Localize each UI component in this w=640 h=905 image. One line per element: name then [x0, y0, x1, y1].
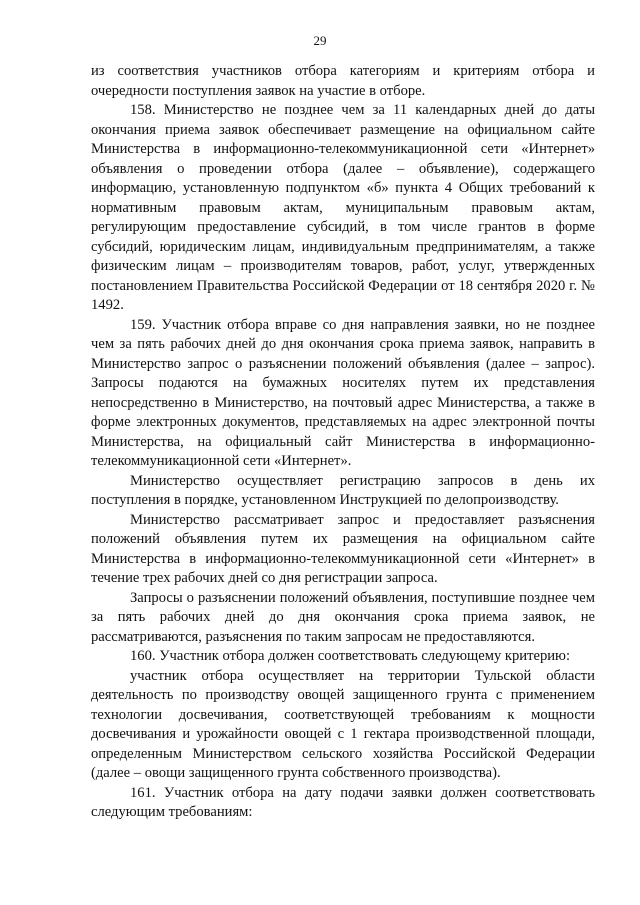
paragraph-159: 159. Участник отбора вправе со дня направления заявки, но не позднее чем за пять рабочих дней до дня окончания срока приема заявок, направить в Министерство запрос о разъяснении положений объявления (далее – запрос). Запросы подаются на бумажных носителях путем их представления непосредственно в Министерство, на почтовый адрес Министерства, а также в форме электронных документов, представляемых на адрес электронной почты Министерства, на официальный сайт Министерства в информационно-телекоммуникационной сети «Интернет».: [91, 316, 595, 469]
paragraph-160: 160. Участник отбора должен соответствовать следующему критерию:: [130, 648, 571, 664]
paragraph-158: 158. Министерство не позднее чем за 11 календарных дней до даты окончания приема заявок обеспечивает размещение на официальном сайте Министерства в информационно-телекоммуникационной сети «Интернет» объявления о проведении отбора (далее – объявление), содержащего информацию, установленную подпунктом «б» пункта 4 Общих требований к нормативным правовым актам, муниципальным правовым актам, регулирующим предоставление субсидий, в том числе грантов в форме субсидий, юридическим лицам, индивидуальным предпринимателям, а также физическим лицам – производителям товаров, работ, услуг, утвержденных постановлением Правительства Российской Федерации от 18 сентября 2020 г. № 1492.: [91, 102, 595, 313]
paragraph-late-requests: Запросы о разъяснении положений объявления, поступившие позднее чем за пять рабочих дней до дня окончания срока приема заявок, не рассматриваются, разъяснения по таким запросам не предоставляются.: [91, 589, 595, 645]
paragraph-continuation: из соответствия участников отбора категориям и критериям отбора и очередности поступления заявок на участие в отборе.: [91, 63, 595, 99]
paragraph-registration: Министерство осуществляет регистрацию запросов в день их поступления в порядке, установленном Инструкцией по делопроизводству.: [91, 472, 595, 508]
paragraph-criterion: участник отбора осуществляет на территории Тульской области деятельность по производству овощей защищенного грунта с применением технологии досвечивания, соответствующей требованиям к мощности досвечивания и урожайности овощей с 1 гектара производственной площади, определенным Министерством сельского хозяйства Российской Федерации (далее – овощи защищенного грунта собственного производства).: [91, 667, 595, 781]
page-number: 29: [313, 33, 327, 48]
paragraph-161: 161. Участник отбора на дату подачи заявки должен соответствовать следующим требованиям:: [91, 784, 595, 820]
paragraph-clarification: Министерство рассматривает запрос и предоставляет разъяснения положений объявления путем их размещения на официальном сайте Министерства в информационно-телекоммуникационной сети «Интернет» в течение трех рабочих дней со дня регистрации запроса.: [91, 511, 595, 586]
document-body: [91, 62, 595, 823]
